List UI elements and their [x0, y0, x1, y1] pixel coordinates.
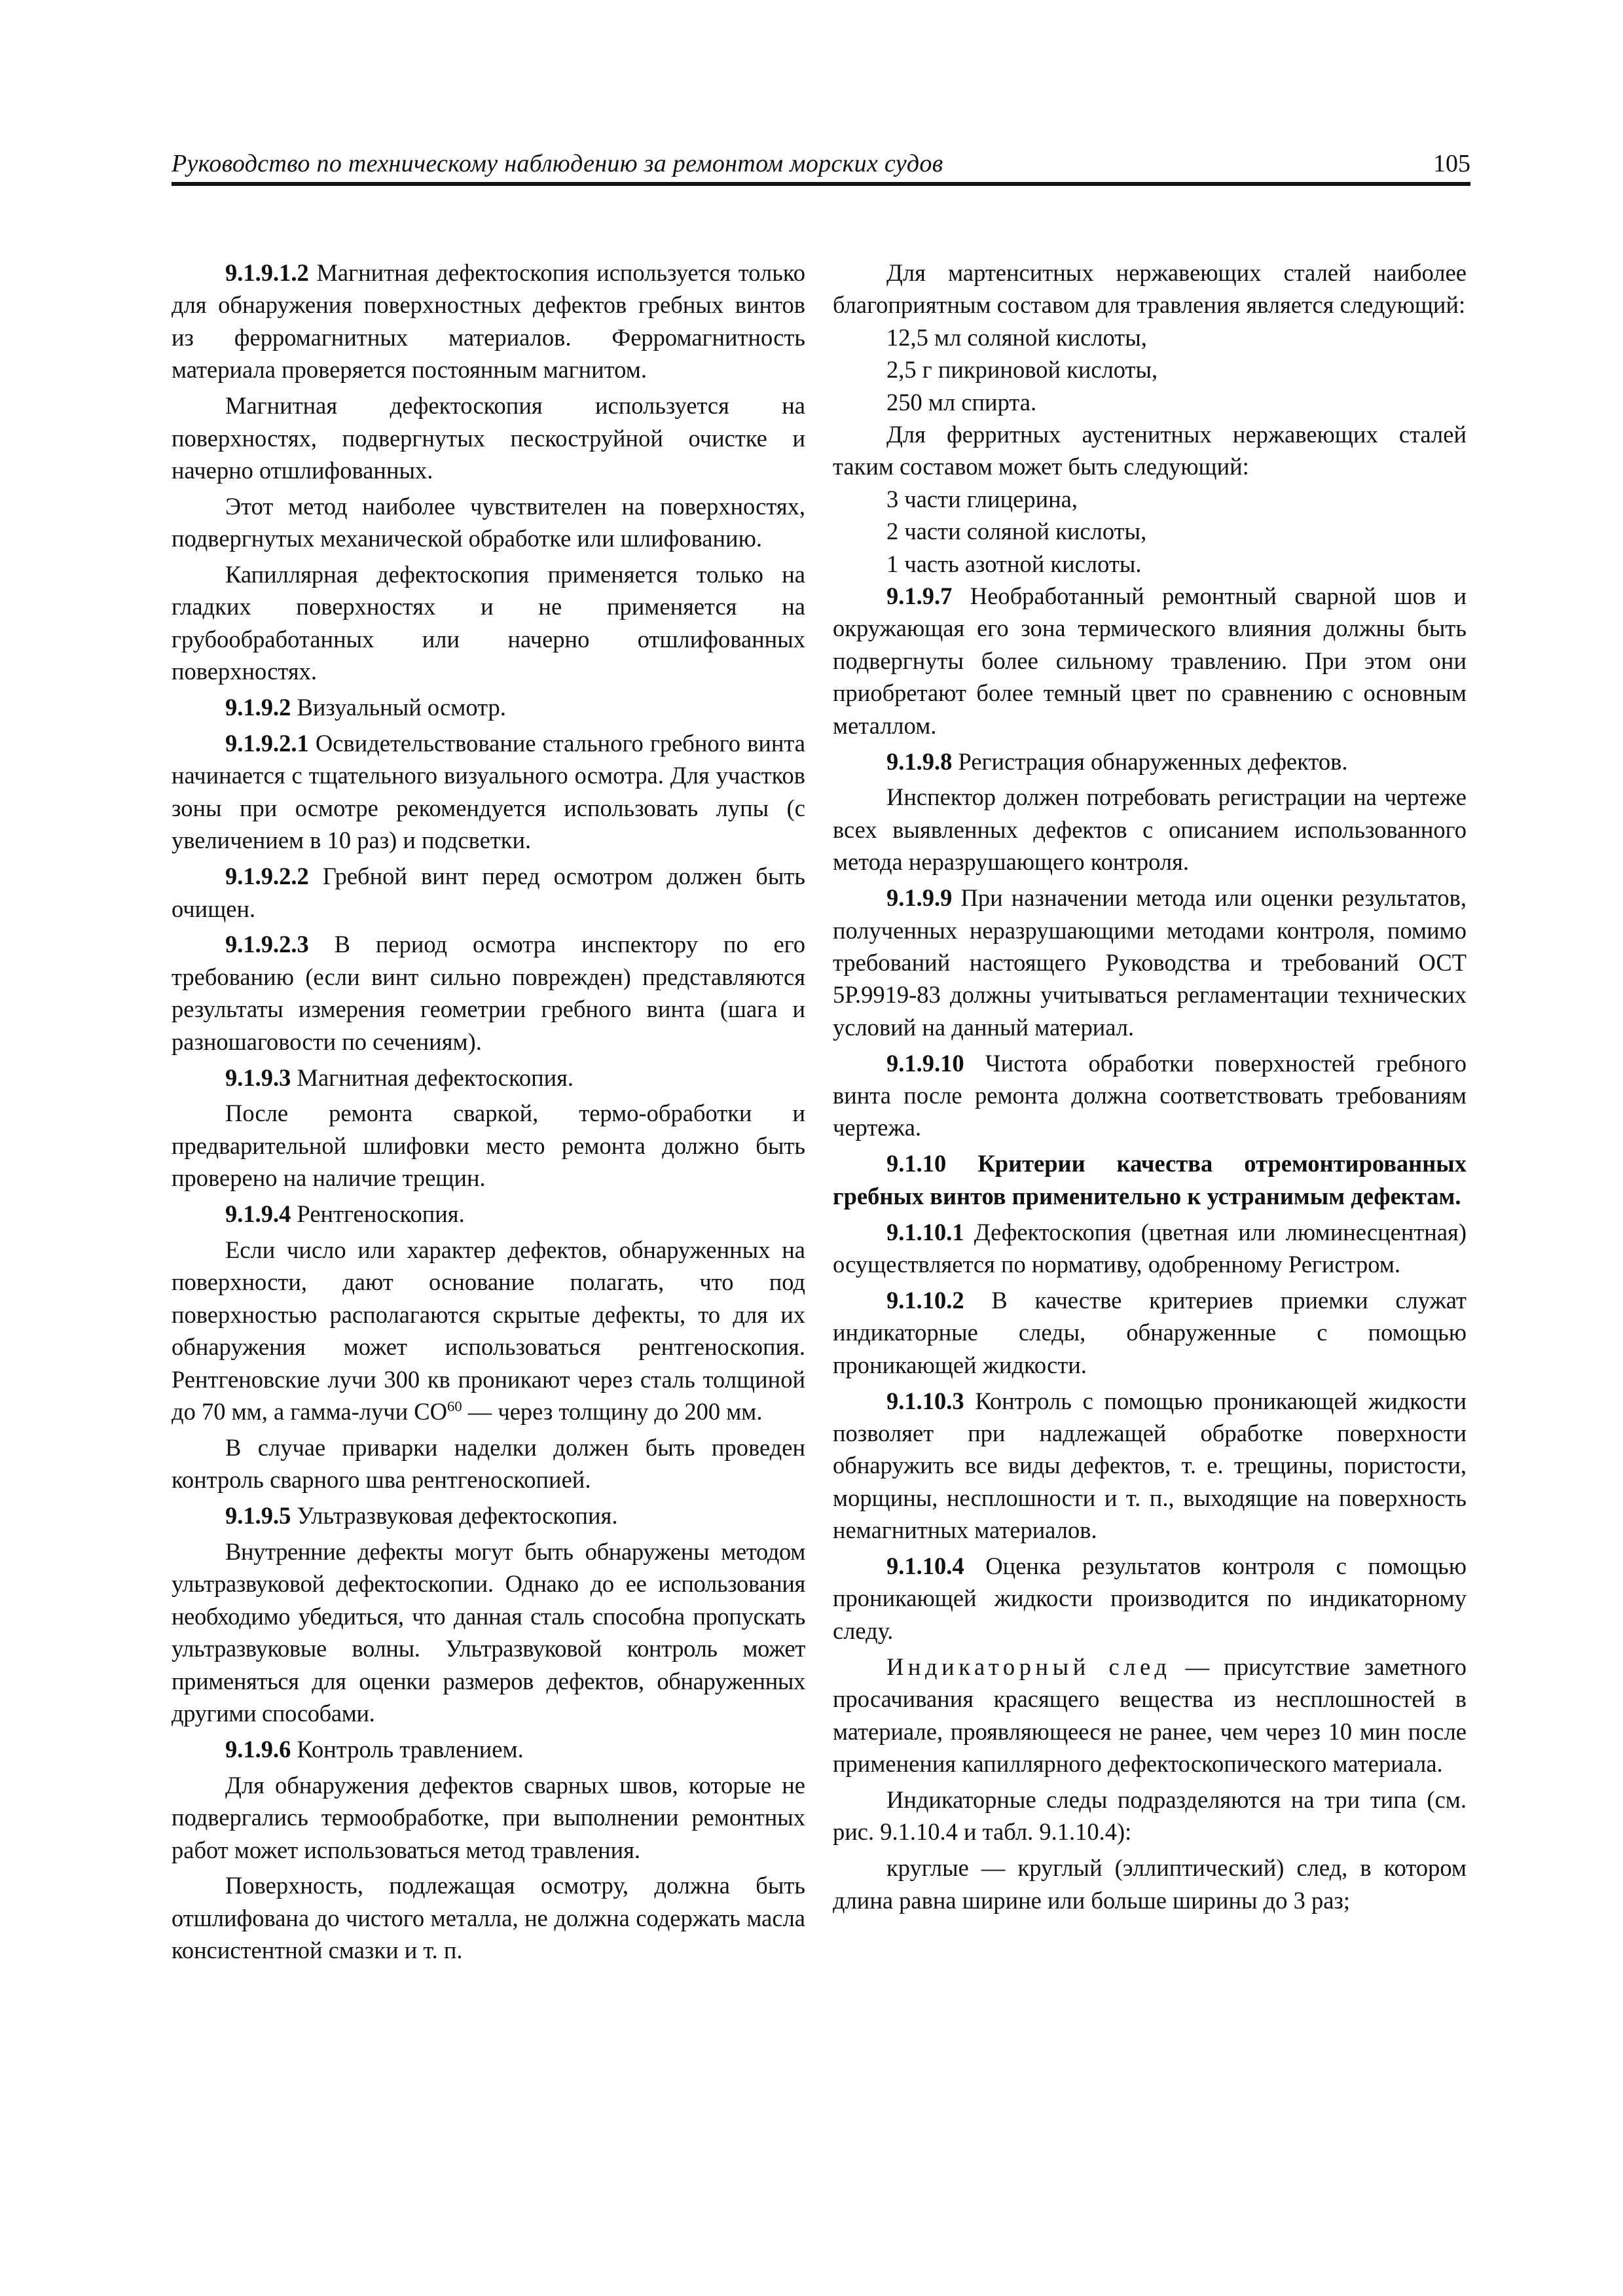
section-number: 9.1.9.2	[225, 694, 291, 721]
paragraph-text: При назначении метода или оценки результатов, полученных неразрушающими методами контроля, помимо требований настоящего Руководства и требований ОСТ 5Р.9919-83 должны учитываться регламентации технических условий на данный материал.	[833, 884, 1467, 1041]
paragraph-text: Дефектоскопия (цветная или люминесцентная) осуществляется по нормативу, одобренному Регистром.	[833, 1218, 1467, 1278]
section-number: 9.1.9.4	[225, 1200, 291, 1228]
list-item: 1 часть азотной кислоты.	[886, 550, 1142, 577]
paragraph	[833, 1651, 1467, 1780]
paragraph: Капиллярная дефектоскопия применяется только на гладких поверхностях и не применяется на грубообработанных или начерно отшлифованных поверхностях.	[172, 561, 805, 685]
paragraph-text: Контроль с помощью проникающей жидкости позволяет при надлежащей обработке поверхности обнаружить все виды дефектов, т. е. трещины, пористости, морщины, несплошности и т. п., выходящие на поверхность немагнитных материалов.	[833, 1387, 1467, 1544]
section-number: 9.1.9.9	[886, 884, 953, 912]
paragraph-text: Необработанный ремонтный сварной шов и окружающая его зона термического влияния должны быть подвергнуты более сильному травлению. При этом они приобретают более темный цвет по сравнению с основным металлом.	[833, 583, 1467, 739]
section-number: 9.1.10.1	[886, 1218, 964, 1246]
paragraph	[172, 928, 805, 1058]
paragraph	[172, 860, 805, 925]
section-number: 9.1.10.4	[886, 1552, 964, 1580]
list-item: 12,5 мл соляной кислоты,	[886, 323, 1147, 351]
paragraph	[833, 1385, 1467, 1547]
paragraph-text: Рентгеноскопия.	[291, 1200, 465, 1228]
paragraph-text: Магнитная дефектоскопия используется только для обнаружения поверхностных дефектов гребных винтов из ферромагнитных материалов. Ферромагнитность материала проверяется постоянным магнитом.	[172, 259, 805, 384]
paragraph-text: — через толщину до 200 мм.	[462, 1397, 763, 1425]
paragraph	[833, 1550, 1467, 1647]
section-number: 9.1.9.6	[225, 1735, 291, 1763]
section-heading: 9.1.10 Критерии качества отремонтированных гребных винтов применительно к устранимым дефектам.	[833, 1150, 1467, 1210]
section-number: 9.1.9.2.3	[225, 931, 309, 958]
paragraph: Для ферритных аустенитных нержавеющих сталей таким составом может быть следующий:	[833, 421, 1467, 480]
paragraph-text: Ультразвуковая дефектоскопия.	[291, 1502, 618, 1530]
right-column	[833, 257, 1467, 1916]
section-number: 9.1.9.3	[225, 1064, 291, 1091]
paragraph	[172, 1062, 805, 1094]
paragraph-text: Освидетельствование стального гребного винта начинается с тщательного визуального осмотра. Для участков зоны при осмотре рекомендуется использовать лупы (с увеличением в 10 раз) и подсветки.	[172, 730, 805, 854]
header-title: Руководство по техническому наблюдению за ремонтом морских судов	[172, 150, 943, 177]
paragraph-text: Визуальный осмотр.	[291, 694, 506, 721]
list-item: 3 части глицерина,	[886, 485, 1078, 512]
section-number: 9.1.9.1.2	[225, 259, 309, 286]
paragraph	[172, 1499, 805, 1532]
list-item: 2,5 г пикриновой кислоты,	[886, 356, 1158, 384]
paragraph-text: В период осмотра инспектору по его требованию (если винт сильно поврежден) представляются результаты измерения геометрии гребного винта (шага и разношаговости по сечениям).	[172, 931, 805, 1055]
paragraph-text: Магнитная дефектоскопия.	[291, 1064, 574, 1091]
paragraph: Индикаторные следы подразделяются на три типа (см. рис. 9.1.10.4 и табл. 9.1.10.4):	[833, 1785, 1467, 1846]
defined-term: Индикаторный след	[886, 1653, 1171, 1680]
paragraph: Инспектор должен потребовать регистрации на чертеже всех выявленных дефектов с описанием использованного метода неразрушающего контроля.	[833, 783, 1467, 876]
paragraph: Поверхность, подлежащая осмотру, должна быть отшлифована до чистого металла, не должна содержать масла консистентной смазки и т. п.	[172, 1872, 805, 1964]
superscript: 60	[447, 1397, 462, 1414]
paragraph	[833, 580, 1467, 742]
left-column	[172, 257, 805, 1967]
paragraph-text: Чистота обработки поверхностей гребного винта после ремонта должна соответствовать требованиям чертежа.	[833, 1049, 1467, 1141]
paragraph: Для мартенситных нержавеющих сталей наиболее благоприятным составом для травления является следующий:	[833, 259, 1467, 319]
paragraph: В случае приварки наделки должен быть проведен контроль сварного шва рентгеноскопией.	[172, 1433, 805, 1494]
section-number: 9.1.10.3	[886, 1387, 964, 1414]
section-number: 9.1.9.2.1	[225, 730, 309, 757]
paragraph: После ремонта сваркой, термо-обработки и предварительной шлифовки место ремонта должно быть проверено на наличие трещин.	[172, 1100, 805, 1192]
paragraph-text: Контроль травлением.	[291, 1735, 524, 1763]
paragraph	[833, 1216, 1467, 1281]
paragraph	[172, 257, 805, 386]
running-header	[172, 145, 1470, 186]
section-number: 9.1.9.7	[886, 583, 953, 610]
paragraph	[172, 691, 805, 723]
paragraph	[172, 1234, 805, 1427]
paragraph	[172, 1733, 805, 1765]
paragraph	[833, 1047, 1467, 1144]
paragraph-text: В качестве критериев приемки служат индикаторные следы, обнаруженные с помощью проникающей жидкости.	[833, 1286, 1467, 1378]
paragraph-text: Если число или характер дефектов, обнаруженных на поверхности, дают основание полагать, что под поверхностью располагаются скрытые дефекты, то для их обнаружения может использоваться рентгеноскопия. Рентгеновские лучи 300 кв проникают через сталь толщиной до 70 мм, а гамма-лучи CO	[172, 1236, 805, 1425]
section-number: 9.1.9.10	[886, 1049, 964, 1077]
paragraph	[833, 882, 1467, 1043]
paragraph: круглые — круглый (эллиптический) след, в котором длина равна ширине или больше ширины до 3 раз;	[833, 1854, 1467, 1914]
paragraph	[172, 727, 805, 857]
paragraph-text: Оценка результатов контроля с помощью проникающей жидкости производится по индикаторному следу.	[833, 1552, 1467, 1644]
paragraph-text: Регистрация обнаруженных дефектов.	[952, 747, 1348, 775]
section-number: 9.1.9.2.2	[225, 863, 309, 890]
paragraph	[172, 1198, 805, 1230]
list-item: 2 части соляной кислоты,	[886, 518, 1147, 545]
section-number: 9.1.10.2	[886, 1286, 964, 1314]
paragraph: Магнитная дефектоскопия используется на поверхностях, подвергнутых пескоструйной очистке и начерно отшлифованных.	[172, 392, 805, 484]
paragraph: Для обнаружения дефектов сварных швов, которые не подвергались термообработке, при выполнении ремонтных работ может использоваться метод травления.	[172, 1771, 805, 1863]
list-item: 250 мл спирта.	[886, 388, 1037, 416]
paragraph	[833, 1284, 1467, 1381]
paragraph: Этот метод наиболее чувствителен на поверхностях, подвергнутых механической обработке или шлифованию.	[172, 492, 805, 552]
paragraph-text: — присутствие заметного просачивания красящего вещества из несплошностей в материале, проявляющееся не ранее, чем через 10 мин после применения капиллярного дефектоскопического материала.	[833, 1653, 1467, 1777]
paragraph	[833, 745, 1467, 778]
paragraph: Внутренние дефекты могут быть обнаружены методом ультразвуковой дефектоскопии. Однако до ее использования необходимо убедиться, что данная сталь способна пропускать ультразвуковые волны. Ультразвуковой контроль может применяться для оценки размеров дефектов, обнаруженных другими способами.	[172, 1538, 805, 1727]
page-number: 105	[1433, 150, 1470, 177]
section-number: 9.1.9.5	[225, 1502, 291, 1530]
section-number: 9.1.9.8	[886, 747, 953, 775]
paragraph-text: Гребной винт перед осмотром должен быть очищен.	[172, 863, 805, 922]
